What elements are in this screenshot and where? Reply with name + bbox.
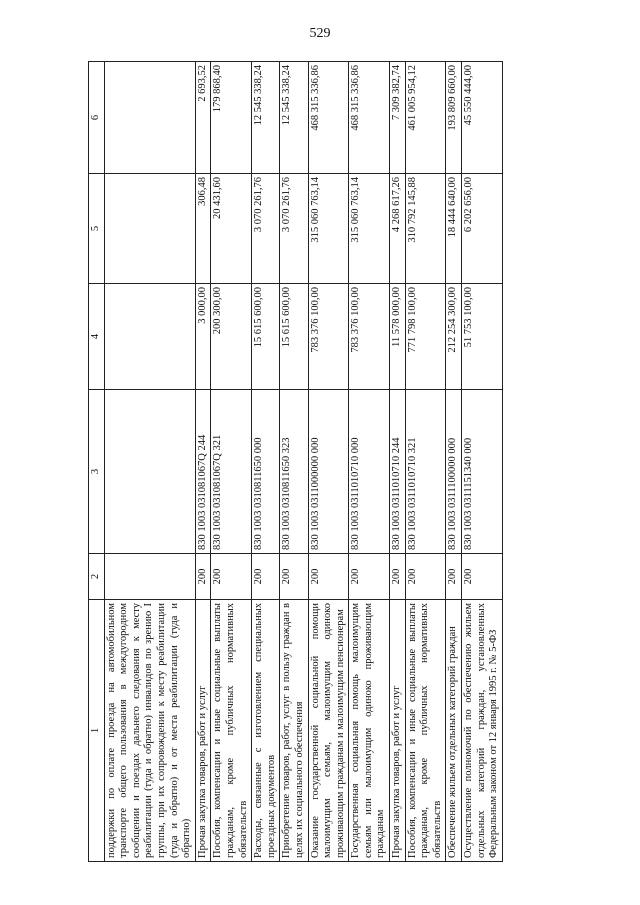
row-budget-code: 830 1003 0310811650 000 — [252, 390, 280, 554]
row-col6-amount: 12 545 338,24 — [280, 62, 308, 174]
row-description: Осуществление полномочий по обеспечению жильем отдельных категорий граждан, установленных Федеральным законом от 12 января 1995 г. № 5-ФЗ — [462, 600, 503, 862]
row-col6-amount: 7 309 382,74 — [390, 62, 406, 174]
column-header-1: 1 — [89, 600, 105, 862]
row-col4-amount: 15 615 600,00 — [280, 284, 308, 390]
row-col5-amount: 315 060 763,14 — [349, 174, 390, 284]
column-header-4: 4 — [89, 284, 105, 390]
row-col6-amount: 45 550 444,00 — [462, 62, 503, 174]
row-col5-amount: 306,48 — [195, 174, 211, 284]
table-row — [252, 62, 280, 862]
row-col2-value: 200 — [405, 554, 446, 600]
row-col4-amount — [104, 284, 195, 390]
row-col5-amount: 20 431,60 — [211, 174, 252, 284]
row-description: Оказание государственной социальной помощи малоимущим семьям, малоимущим одиноко проживающим гражданам и малоимущим пенсионерам — [308, 600, 349, 862]
row-description: Обеспечение жильем отдельных категорий граждан — [446, 600, 462, 862]
row-col2-value: 200 — [446, 554, 462, 600]
row-col4-amount: 11 578 000,00 — [390, 284, 406, 390]
row-col5-amount — [104, 174, 195, 284]
table-row — [104, 62, 195, 862]
row-col4-amount: 771 798 100,00 — [405, 284, 446, 390]
row-budget-code: 830 1003 0311000000 000 — [308, 390, 349, 554]
row-col4-amount: 212 254 300,00 — [446, 284, 462, 390]
row-col2-value: 200 — [211, 554, 252, 600]
budget-table — [88, 61, 503, 862]
column-header-5: 5 — [89, 174, 105, 284]
row-col2-value: 200 — [280, 554, 308, 600]
table-row — [446, 62, 462, 862]
row-col2-value: 200 — [252, 554, 280, 600]
row-col2-value: 200 — [349, 554, 390, 600]
rotated-table — [88, 62, 616, 862]
row-col5-amount: 3 070 261,76 — [252, 174, 280, 284]
row-col4-amount: 15 615 600,00 — [252, 284, 280, 390]
row-budget-code: 830 1003 0311151340 000 — [462, 390, 503, 554]
table-row — [195, 62, 211, 862]
row-col2-value — [104, 554, 195, 600]
table-row — [211, 62, 252, 862]
row-col6-amount: 468 315 336,86 — [349, 62, 390, 174]
row-col6-amount: 468 315 336,86 — [308, 62, 349, 174]
table-row — [390, 62, 406, 862]
row-col4-amount: 51 753 100,00 — [462, 284, 503, 390]
row-col5-amount: 3 070 261,76 — [280, 174, 308, 284]
row-description: Прочая закупка товаров, работ и услуг — [195, 600, 211, 862]
page-number: 529 — [309, 26, 331, 41]
row-col5-amount: 6 202 656,00 — [462, 174, 503, 284]
row-col5-amount: 310 792 145,88 — [405, 174, 446, 284]
row-col2-value: 200 — [462, 554, 503, 600]
row-budget-code: 830 1003 031081067Q 321 — [211, 390, 252, 554]
row-col2-value: 200 — [308, 554, 349, 600]
row-col5-amount: 18 444 640,00 — [446, 174, 462, 284]
row-col5-amount: 4 268 617,26 — [390, 174, 406, 284]
row-col4-amount: 783 376 100,00 — [308, 284, 349, 390]
row-col5-amount: 315 060 763,14 — [308, 174, 349, 284]
row-description: Приобретение товаров, работ, услуг в пользу граждан в целях их социального обеспечения — [280, 600, 308, 862]
row-col4-amount: 3 000,00 — [195, 284, 211, 390]
table-row — [405, 62, 446, 862]
row-description: Государственная социальная помощь малоимущим семьям или малоимущим одиноко проживающим гражданам — [349, 600, 390, 862]
row-col6-amount: 2 693,52 — [195, 62, 211, 174]
column-header-6: 6 — [89, 62, 105, 174]
row-budget-code — [104, 390, 195, 554]
row-col6-amount: 461 005 954,12 — [405, 62, 446, 174]
row-description: поддержки по оплате проезда на автомобильном транспорте общего пользования в междугородном сообщении и поездах дальнего следования к месту реабилитации (туда и обратно) инвалидов по зрению I группы, при их сопровождении к месту реабилитации (туда и обратно) и от места реабилитации (туда и обратно) — [104, 600, 195, 862]
row-col6-amount: 193 809 660,00 — [446, 62, 462, 174]
column-header-2: 2 — [89, 554, 105, 600]
row-budget-code: 830 1003 031081067Q 244 — [195, 390, 211, 554]
row-budget-code: 830 1003 0311010710 000 — [349, 390, 390, 554]
row-col6-amount: 12 545 338,24 — [252, 62, 280, 174]
row-description: Расходы, связанные с изготовлением специальных проездных документов — [252, 600, 280, 862]
row-description: Прочая закупка товаров, работ и услуг — [390, 600, 406, 862]
table-row — [308, 62, 349, 862]
row-budget-code: 830 1003 0310811650 323 — [280, 390, 308, 554]
row-budget-code: 830 1003 0311100000 000 — [446, 390, 462, 554]
row-budget-code: 830 1003 0311010710 244 — [390, 390, 406, 554]
table-row — [462, 62, 503, 862]
row-col6-amount: 179 868,40 — [211, 62, 252, 174]
row-col2-value: 200 — [390, 554, 406, 600]
row-description: Пособия, компенсации и иные социальные выплаты гражданам, кроме публичных нормативных обязательств — [211, 600, 252, 862]
row-col2-value: 200 — [195, 554, 211, 600]
row-budget-code: 830 1003 0311010710 321 — [405, 390, 446, 554]
row-col6-amount — [104, 62, 195, 174]
table-header-row — [89, 62, 105, 862]
row-col4-amount: 200 300,00 — [211, 284, 252, 390]
column-header-3: 3 — [89, 390, 105, 554]
rotated-table-container — [88, 62, 616, 862]
row-col4-amount: 783 376 100,00 — [349, 284, 390, 390]
row-description: Пособия, компенсации и иные социальные выплаты гражданам, кроме публичных нормативных обязательств — [405, 600, 446, 862]
table-row — [280, 62, 308, 862]
table-row — [349, 62, 390, 862]
